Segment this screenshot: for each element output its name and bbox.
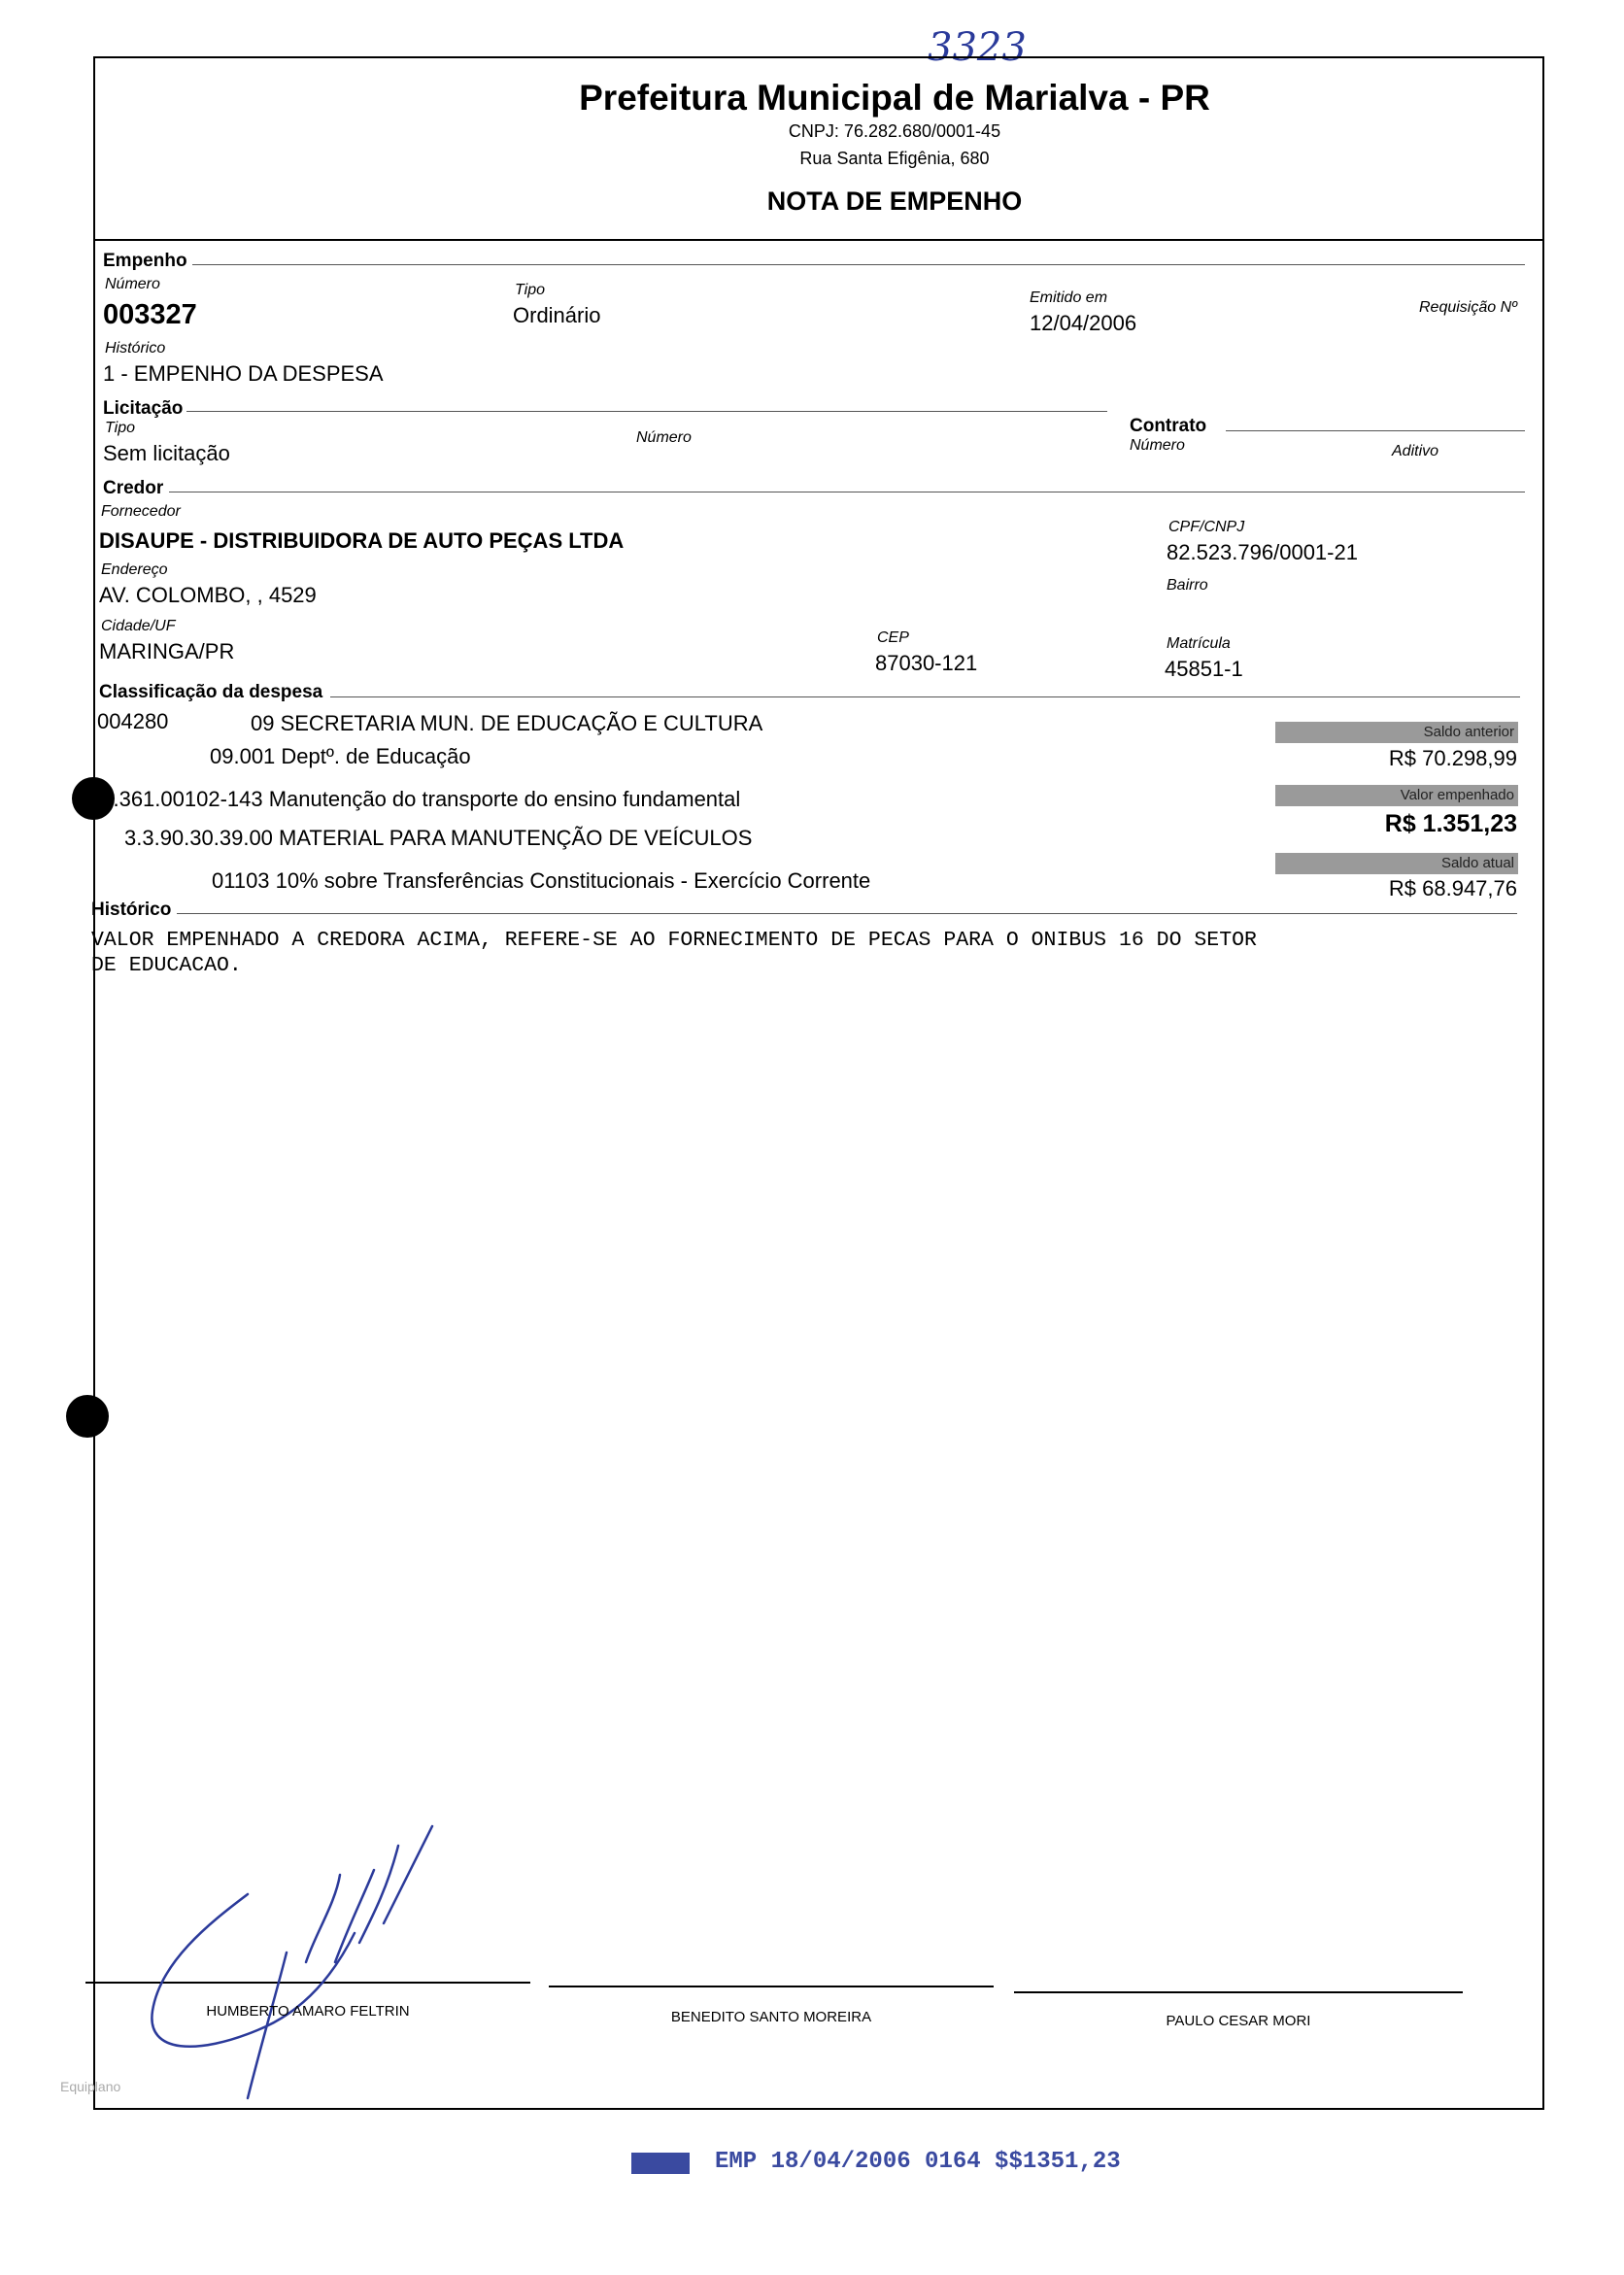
signature-name-3: PAULO CESAR MORI	[1166, 2013, 1311, 2029]
section-contrato: Contrato	[1130, 416, 1207, 436]
classificacao-rule	[330, 696, 1520, 697]
saldo-anterior-value: R$ 70.298,99	[1388, 746, 1517, 770]
empenho-numero-label: Número	[105, 276, 160, 292]
contrato-rule	[1226, 430, 1525, 431]
credor-cidade-label: Cidade/UF	[101, 618, 176, 634]
classificacao-line5: 01103 10% sobre Transferências Constitucionais - Exercício Corrente	[212, 868, 871, 893]
credor-fornecedor: DISAUPE - DISTRIBUIDORA DE AUTO PEÇAS LTDA	[99, 528, 625, 553]
empenho-historico: 1 - EMPENHO DA DESPESA	[103, 361, 384, 386]
licitacao-numero-label: Número	[636, 429, 692, 446]
header-divider	[93, 239, 1542, 241]
licitacao-rule	[186, 411, 1107, 412]
licitacao-tipo-label: Tipo	[105, 420, 135, 436]
saldo-atual-label: Saldo atual	[1275, 853, 1518, 874]
classificacao-code: 004280	[97, 709, 169, 733]
punch-hole-mark	[66, 1395, 109, 1438]
contrato-numero-label: Número	[1130, 437, 1185, 454]
header-title: Prefeitura Municipal de Marialva - PR	[579, 78, 1210, 118]
footer-brand: Equiplano	[60, 2079, 121, 2094]
bank-stamp: EMP 18/04/2006 0164 $$1351,23	[715, 2149, 1121, 2175]
historico-rule	[177, 913, 1517, 914]
empenho-historico-label: Histórico	[105, 340, 166, 357]
saldo-anterior-label: Saldo anterior	[1275, 722, 1518, 743]
credor-matricula: 45851-1	[1165, 657, 1243, 681]
section-empenho: Empenho	[103, 251, 187, 271]
historico-line2: DE EDUCACAO.	[91, 954, 242, 977]
signature-line-2	[549, 1986, 994, 1987]
section-licitacao: Licitação	[103, 398, 184, 419]
section-historico: Histórico	[91, 900, 172, 920]
valor-empenhado-label: Valor empenhado	[1275, 785, 1518, 806]
contrato-aditivo-label: Aditivo	[1392, 443, 1439, 459]
signature-name-1: HUMBERTO AMARO FELTRIN	[206, 2003, 410, 2020]
saldo-atual-value: R$ 68.947,76	[1388, 876, 1517, 900]
credor-matricula-label: Matrícula	[1167, 635, 1231, 652]
credor-fornecedor-label: Fornecedor	[101, 503, 181, 520]
classificacao-line3: 12.361.00102-143 Manutenção do transporte do ensino fundamental	[89, 787, 741, 811]
handwritten-page-number: 3323	[928, 25, 1027, 70]
signature-line-3	[1014, 1991, 1463, 1993]
credor-cep-label: CEP	[877, 629, 909, 646]
classificacao-line2: 09.001 Deptº. de Educação	[210, 744, 471, 768]
credor-endereco: AV. COLOMBO, , 4529	[99, 583, 317, 607]
section-classificacao: Classificação da despesa	[99, 682, 323, 702]
empenho-rule	[192, 264, 1525, 265]
credor-cep: 87030-121	[875, 651, 978, 675]
header-cnpj: CNPJ: 76.282.680/0001-45	[788, 121, 1001, 141]
classificacao-line4: 3.3.90.30.39.00 MATERIAL PARA MANUTENÇÃO DE VEÍCULOS	[124, 826, 753, 850]
credor-endereco-label: Endereço	[101, 561, 168, 578]
section-credor: Credor	[103, 478, 164, 498]
valor-empenhado-value: R$ 1.351,23	[1384, 810, 1517, 837]
empenho-requisicao-label: Requisição Nº	[1419, 299, 1517, 316]
stamp-logo-icon	[631, 2153, 690, 2174]
handwritten-signature	[141, 1817, 452, 2118]
credor-cpf: 82.523.796/0001-21	[1167, 540, 1358, 564]
empenho-tipo: Ordinário	[513, 303, 601, 327]
empenho-tipo-label: Tipo	[515, 282, 545, 298]
credor-bairro-label: Bairro	[1167, 577, 1208, 594]
empenho-numero: 003327	[103, 299, 197, 330]
empenho-emitido-label: Emitido em	[1030, 289, 1108, 306]
licitacao-tipo: Sem licitação	[103, 441, 230, 465]
historico-line1: VALOR EMPENHADO A CREDORA ACIMA, REFERE-SE AO FORNECIMENTO DE PECAS PARA O ONIBUS 16 DO SETOR	[91, 929, 1257, 952]
header-address: Rua Santa Efigênia, 680	[799, 149, 990, 168]
credor-cidade: MARINGA/PR	[99, 639, 235, 663]
empenho-emitido: 12/04/2006	[1030, 311, 1137, 335]
document-title: NOTA DE EMPENHO	[766, 187, 1023, 216]
classificacao-line1: 09 SECRETARIA MUN. DE EDUCAÇÃO E CULTURA	[251, 711, 763, 735]
signature-name-2: BENEDITO SANTO MOREIRA	[670, 2009, 872, 2025]
credor-cpf-label: CPF/CNPJ	[1168, 519, 1245, 535]
